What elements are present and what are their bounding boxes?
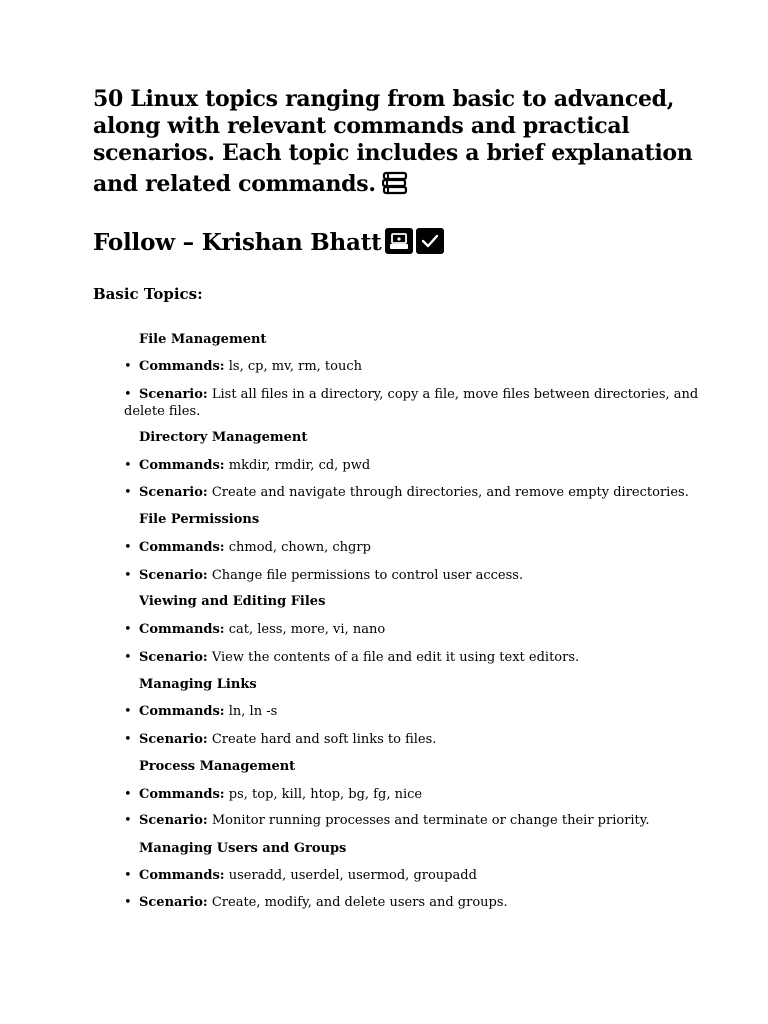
bullet: •	[124, 359, 132, 374]
scenario-label: Scenario:	[139, 732, 208, 747]
commands-label: Commands:	[139, 540, 225, 555]
bullet: •	[124, 650, 132, 665]
list-item-commands	[124, 621, 684, 638]
commands-value: useradd, userdel, usermod, groupadd	[224, 868, 477, 883]
laptop-emoji-icon	[385, 228, 413, 254]
bullet: •	[124, 485, 132, 500]
list-item-commands	[124, 703, 684, 720]
topic-heading: File Permissions	[139, 512, 260, 527]
scenario-label: Scenario:	[139, 650, 208, 665]
follow-author	[93, 228, 444, 258]
list-item-scenario	[124, 894, 684, 911]
list-item-commands	[124, 358, 684, 375]
bullet: •	[124, 895, 132, 910]
scenario-value: List all files in a directory, copy a file, move files between directories, and	[207, 387, 699, 402]
commands-label: Commands:	[139, 359, 225, 374]
topic-heading: Directory Management	[139, 430, 308, 445]
commands-label: Commands:	[139, 787, 225, 802]
title-line: along with relevant commands and practical	[93, 113, 630, 139]
bullet: •	[124, 704, 132, 719]
commands-value: ls, cp, mv, rm, touch	[224, 359, 362, 374]
topic-heading: Managing Users and Groups	[139, 841, 347, 856]
list-item-commands	[124, 867, 684, 884]
commands-value: mkdir, rmdir, cd, pwd	[224, 458, 371, 473]
commands-value: cat, less, more, vi, nano	[224, 622, 386, 637]
bullet: •	[124, 787, 132, 802]
check-mark-icon	[416, 228, 444, 254]
title-line: scenarios. Each topic includes a brief explanation	[93, 140, 693, 166]
bullet: •	[124, 568, 132, 583]
bullet: •	[124, 732, 132, 747]
title-line: and related commands.	[93, 171, 376, 197]
scenario-value: Create hard and soft links to files.	[207, 732, 437, 747]
list-item-scenario	[124, 731, 684, 748]
bullet: •	[124, 387, 132, 402]
list-item-commands	[124, 786, 684, 803]
scenario-value: Monitor running processes and terminate or change their priority.	[207, 813, 650, 828]
commands-label: Commands:	[139, 868, 225, 883]
title-line-with-icon	[93, 170, 693, 198]
scenario-label: Scenario:	[139, 813, 208, 828]
scenario-value: Create, modify, and delete users and groups.	[207, 895, 508, 910]
commands-value: ln, ln -s	[224, 704, 278, 719]
bullet: •	[124, 458, 132, 473]
list-item-scenario	[124, 484, 689, 501]
follow-text: Follow – Krishan Bhatt	[93, 229, 382, 256]
document-title	[93, 86, 693, 198]
books-icon	[382, 170, 408, 196]
bullet: •	[124, 622, 132, 637]
list-item-commands	[124, 539, 684, 556]
bullet: •	[124, 540, 132, 555]
bullet: •	[124, 868, 132, 883]
scenario-label: Scenario:	[139, 485, 208, 500]
topic-heading: Viewing and Editing Files	[139, 594, 326, 609]
topic-heading: File Management	[139, 332, 267, 347]
scenario-label: Scenario:	[139, 895, 208, 910]
scenario-value: Create and navigate through directories, and remove empty directories.	[207, 485, 689, 500]
topic-heading: Process Management	[139, 759, 296, 774]
commands-label: Commands:	[139, 622, 225, 637]
list-item-commands	[124, 457, 684, 474]
commands-value: chmod, chown, chgrp	[224, 540, 371, 555]
scenario-value: View the contents of a file and edit it using text editors.	[207, 650, 580, 665]
commands-value: ps, top, kill, htop, bg, fg, nice	[224, 787, 423, 802]
list-item-scenario	[124, 649, 684, 666]
topic-heading: Managing Links	[139, 677, 257, 692]
list-item-scenario	[124, 567, 684, 584]
section-heading: Basic Topics:	[93, 285, 203, 303]
commands-label: Commands:	[139, 458, 225, 473]
bullet: •	[124, 813, 132, 828]
commands-label: Commands:	[139, 704, 225, 719]
list-item-scenario	[124, 812, 684, 829]
list-item-scenario	[124, 386, 699, 420]
scenario-value-continued: delete files.	[124, 404, 201, 419]
scenario-value: Change file permissions to control user access.	[207, 568, 524, 583]
scenario-label: Scenario:	[139, 568, 208, 583]
title-line: 50 Linux topics ranging from basic to advanced,	[93, 86, 675, 112]
scenario-label: Scenario:	[139, 387, 208, 402]
